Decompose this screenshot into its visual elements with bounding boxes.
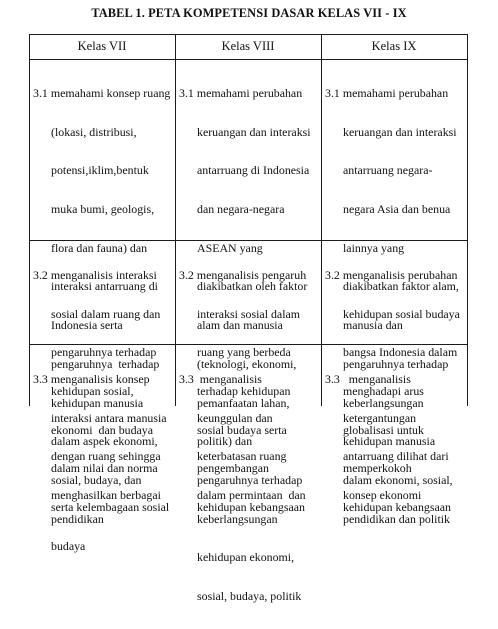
cell-line: 3.3 menganalisis [179,371,262,386]
cell-line: antarruang negara- [343,163,433,178]
cell-line: pengaruhnya terhadap [51,345,157,360]
cell-line: Indonesia serta [51,318,123,333]
cell-kelas-viii-3-3 [179,347,306,528]
cell-line: 3.3 menganalisis [325,371,411,386]
cell-line: menghasilkan berbagai [51,487,161,502]
cell-line: kehidupan kebangsaan [197,500,305,515]
table-rule-col1 [175,34,176,406]
cell-line: pengaruhnya terhadap [51,356,160,371]
cell-line: dalam aspek ekonomi, [51,434,158,449]
column-header-kelas-viii: Kelas VIII [221,39,275,53]
cell-line: alam dan manusia [197,318,283,333]
cell-line: kehidupan manusia [343,434,436,449]
cell-line: keterbatasan ruang [197,449,287,464]
cell-line: ruang yang berbeda [197,345,291,360]
cell-line: keruangan dan interaksi [197,124,311,139]
cell-line: keruangan dan interaksi [343,124,457,139]
table-rule-col2 [321,34,322,406]
cell-line: pengaruhnya terhadap [343,356,449,371]
cell-line: serta kelembagaan sosial [51,500,170,515]
column-header-kelas-vii: Kelas VII [77,39,127,53]
cell-line: menghadapi arus [343,383,424,398]
cell-line: interaksi antara manusia [51,410,167,425]
table-rule-header [29,59,468,60]
cell-line: sosial, budaya, politik [197,589,302,604]
cell-line: dalam nilai dan norma [51,461,158,476]
cell-line: bangsa Indonesia dalam [343,345,458,360]
cell-line: 3.2 menganalisis pengaruh [179,267,307,282]
cell-line: flora dan fauna) dan [51,240,148,255]
cell-line: 3.1 memahami perubahan [325,85,449,100]
cell-line: 3.1 memahami perubahan [179,85,303,100]
cell-line: potensi,iklim,bentuk [51,163,149,178]
cell-line: budaya [51,538,86,553]
cell-line: ekonomi dan budaya [51,422,154,437]
cell-line: 3.3 menganalisis konsep [33,371,150,386]
cell-line: interaksi antarruang di [51,279,158,294]
cell-line: lainnya yang [343,240,405,255]
cell-line: pengembangan [197,461,269,476]
cell-line: konsep ekonomi [343,487,422,502]
table-rule-left [29,34,30,406]
cell-line: keberlangsungan [197,511,278,526]
cell-line: interaksi sosial dalam [197,306,301,321]
cell-line: pendidikan dan politik [343,511,450,526]
cell-line: 3.2 menganalisis interaksi [33,267,157,282]
cell-line: diakibatkan oleh faktor [197,279,308,294]
cell-line: pengaruhnya terhadap [197,473,303,487]
cell-line: pendidikan [51,511,104,526]
cell-line: sosial dalam ruang dan [51,306,161,321]
cell-line: kehidupan kebangsaan [343,500,451,515]
cell-line: memperkokoh [343,461,412,476]
cell-kelas-vii-3-3 [33,347,170,528]
cell-line: sosial, budaya, dan [51,473,142,487]
cell-line: ASEAN yang [197,240,263,255]
cell-line: dan negara-negara [197,201,285,216]
cell-line: 3.1 memahami konsep ruang [33,85,171,100]
column-header-kelas-ix: Kelas IX [371,39,417,53]
cell-line: kehidupan sosial, [51,383,134,398]
cell-line: politik) dan [197,434,253,449]
cell-line: negara Asia dan benua [343,201,451,216]
cell-line: kehidupan ekonomi, [197,550,295,565]
cell-line: muka bumi, geologis, [51,201,155,216]
cell-line: diakibatkan faktor alam, [343,279,459,294]
cell-line: antarruang di Indonesia [197,163,310,178]
competency-table [29,34,468,604]
cell-line: (teknologi, ekonomi, [197,356,297,371]
cell-line: pemanfaatan lahan, [197,395,290,410]
cell-line: ketergantungan [343,410,417,425]
cell-line: 3.2 menganalisis perubahan [325,267,458,282]
cell-line: kehidupan sosial budaya [343,306,460,321]
cell-kelas-ix-3-3 [325,347,449,528]
cell-line: keunggulan dan [197,410,273,425]
cell-line: dalam permintaan dan [197,487,306,502]
cell-line: antarruang dilihat dari [343,449,449,464]
cell-line: manusia dan [343,318,403,333]
table-title: TABEL 1. PETA KOMPETENSI DASAR KELAS VII - IX [91,6,407,20]
cell-line: sosial budaya serta [197,422,287,437]
cell-line: keberlangsungan [343,395,424,410]
cell-line: dalam ekonomi, sosial, [343,473,453,487]
cell-line: dengan ruang sehingga [51,449,161,464]
cell-line: kehidupan manusia [51,395,144,410]
cell-line: globalisasi untuk [343,422,424,437]
cell-line: (lokasi, distribusi, [51,124,137,139]
cell-line: terhadap kehidupan [197,383,291,398]
table-rule-right [467,34,468,406]
